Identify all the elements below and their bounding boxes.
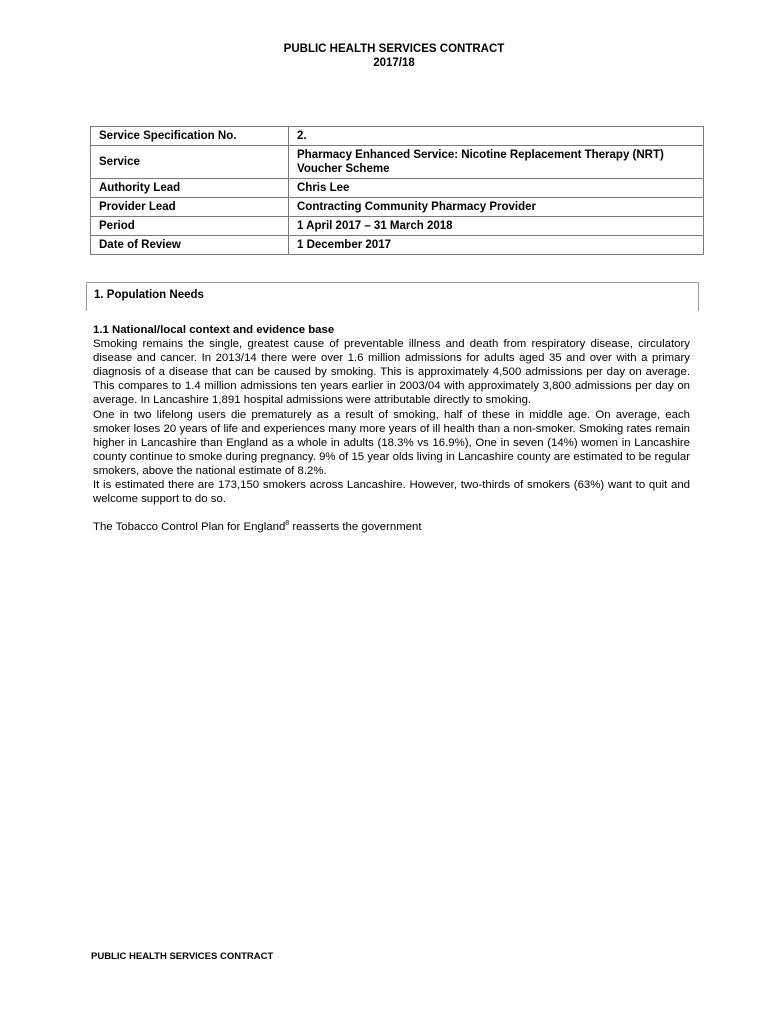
- page-footer: PUBLIC HEALTH SERVICES CONTRACT: [91, 951, 274, 962]
- section-body: [93, 323, 690, 534]
- row-label: Service Specification No.: [91, 127, 289, 146]
- row-value: Chris Lee: [289, 179, 704, 198]
- table-row: [91, 198, 704, 217]
- row-label: Service: [91, 146, 289, 179]
- service-spec-table: [90, 126, 704, 255]
- document-year: 2017/18: [373, 57, 415, 69]
- row-value: 1 April 2017 – 31 March 2018: [289, 217, 704, 236]
- subsection-heading: 1.1 National/local context and evidence base: [93, 324, 335, 336]
- paragraph-tobacco-plan: [93, 520, 690, 534]
- tobacco-text-end: reasserts the government: [289, 521, 422, 534]
- row-value: Pharmacy Enhanced Service: Nicotine Replacement Therapy (NRT) Voucher Scheme: [289, 146, 704, 179]
- row-value: Contracting Community Pharmacy Provider: [289, 198, 704, 217]
- paragraph: Smoking remains the single, greatest cause of preventable illness and death from respiratory disease, circulatory disease and cancer. In 2013/14 there were over 1.6 million admissions for adults aged 35 and over with a primary diagnosis of a disease that can be caused by smoking. This is approximately 4,500 admissions per day on average. This compares to 1.4 million admissions ten years earlier in 2003/04 with approximately 3,800 admissions per day on average. In Lancashire 1,891 hospital admissions were attributable directly to smoking.: [93, 338, 690, 407]
- paragraph: One in two lifelong users die prematurely as a result of smoking, half of these in middle age. On average, each smoker loses 20 years of life and experiences many more years of ill health than a non-smoker. Smoking rates remain higher in Lancashire than England as a whole in adults (18.3% vs 16.9%), One in seven (14%) women in Lancashire county continue to smoke during pregnancy. 9% of 15 year olds living in Lancashire county are estimated to be regular smokers, above the national estimate of 8.2%.: [93, 408, 690, 477]
- document-header: [0, 42, 770, 70]
- section-title: 1. Population Needs: [94, 289, 204, 301]
- row-value: 2.: [289, 127, 704, 146]
- table-row: [91, 146, 704, 179]
- table-row: [91, 217, 704, 236]
- paragraph: It is estimated there are 173,150 smokers across Lancashire. However, two-thirds of smokers (63%) want to quit and welcome support to do so.: [93, 479, 690, 506]
- tobacco-text-start: The Tobacco Control Plan for England: [93, 521, 286, 534]
- row-label: Authority Lead: [91, 179, 289, 198]
- table-row: [91, 179, 704, 198]
- document-title: PUBLIC HEALTH SERVICES CONTRACT: [283, 43, 505, 55]
- table-row: [91, 127, 704, 146]
- population-needs-section: [86, 282, 699, 311]
- row-value: 1 December 2017: [289, 236, 704, 255]
- table-row: [91, 236, 704, 255]
- row-label: Provider Lead: [91, 198, 289, 217]
- row-label: Date of Review: [91, 236, 289, 255]
- paragraph-spacer: [93, 506, 690, 520]
- row-label: Period: [91, 217, 289, 236]
- footnote-ref[interactable]: 8: [285, 520, 290, 528]
